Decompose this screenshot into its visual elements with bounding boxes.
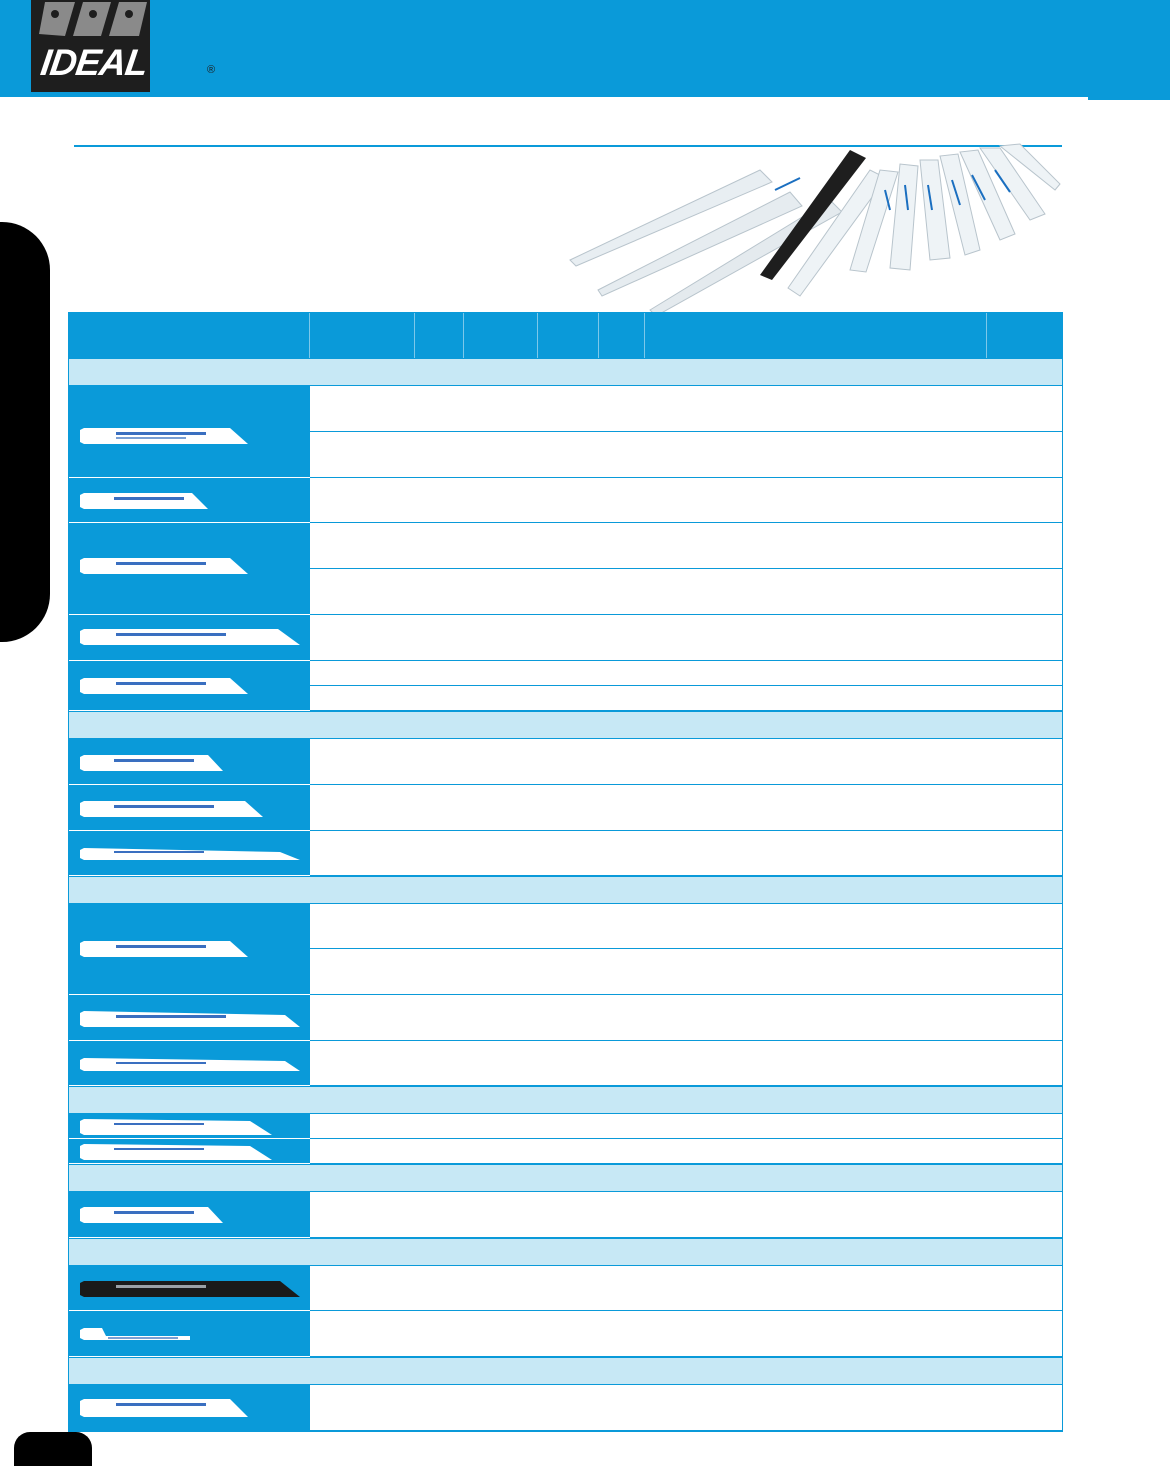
table-row bbox=[310, 1192, 1063, 1238]
table-row bbox=[310, 478, 1063, 523]
blade-table bbox=[68, 312, 1063, 1432]
registered-mark: ® bbox=[207, 64, 216, 76]
saw-blade-icon bbox=[80, 625, 302, 649]
section-row bbox=[68, 1086, 1063, 1114]
table-row bbox=[310, 1114, 1063, 1139]
section-row bbox=[68, 1357, 1063, 1385]
saw-blade-icon bbox=[80, 424, 250, 448]
header-cell-4 bbox=[464, 312, 538, 358]
table-row bbox=[310, 949, 1063, 995]
section-row bbox=[68, 1238, 1063, 1266]
section-row bbox=[68, 876, 1063, 904]
saw-blade-icon bbox=[80, 1395, 250, 1421]
saw-blade-icon bbox=[80, 1142, 275, 1162]
header-cell-2 bbox=[310, 312, 415, 358]
header-cell-6 bbox=[599, 312, 645, 358]
saw-blade-icon bbox=[80, 490, 210, 512]
saw-blade-icon bbox=[80, 937, 250, 961]
chapter-tab bbox=[0, 222, 50, 642]
table-row bbox=[310, 1139, 1063, 1164]
saw-blade-icon bbox=[80, 1007, 302, 1031]
table-row bbox=[310, 1311, 1063, 1357]
table-row bbox=[310, 432, 1063, 478]
saw-blade-icon bbox=[80, 554, 250, 578]
table-row bbox=[310, 995, 1063, 1041]
header-cell-blade bbox=[68, 312, 310, 358]
header-bar-extension bbox=[1088, 0, 1170, 100]
table-row bbox=[310, 785, 1063, 831]
section-row bbox=[68, 711, 1063, 739]
saw-blade-fan-icon bbox=[560, 130, 1065, 315]
table-row bbox=[310, 661, 1063, 686]
table-row bbox=[310, 1385, 1063, 1432]
table-row bbox=[310, 569, 1063, 615]
logo-text: IDEAL bbox=[38, 42, 150, 83]
header-cell-8 bbox=[987, 312, 1063, 358]
header-cell-5 bbox=[538, 312, 599, 358]
table-row bbox=[310, 831, 1063, 876]
header-bar bbox=[0, 0, 1088, 97]
saw-blade-icon bbox=[80, 752, 225, 774]
section-row bbox=[68, 1164, 1063, 1192]
saw-blade-icon bbox=[80, 798, 265, 820]
section-row bbox=[68, 358, 1063, 386]
table-row bbox=[310, 904, 1063, 949]
table-row bbox=[310, 1041, 1063, 1086]
table-row bbox=[310, 386, 1063, 432]
saw-blade-icon bbox=[80, 1277, 302, 1301]
table-row bbox=[310, 739, 1063, 785]
page-number-tab bbox=[14, 1432, 92, 1466]
saw-blade-icon bbox=[80, 1117, 275, 1137]
saw-blade-icon bbox=[80, 1204, 225, 1226]
table-row bbox=[310, 615, 1063, 661]
header-cell-3 bbox=[415, 312, 464, 358]
saw-blade-icon bbox=[80, 1055, 302, 1075]
saw-blade-icon bbox=[80, 846, 302, 864]
table-row bbox=[310, 523, 1063, 569]
header-cell-7 bbox=[645, 312, 987, 358]
table-row bbox=[310, 686, 1063, 711]
saw-blade-icon bbox=[80, 1326, 210, 1342]
table-row bbox=[310, 1266, 1063, 1311]
saw-blade-icon bbox=[80, 674, 250, 698]
